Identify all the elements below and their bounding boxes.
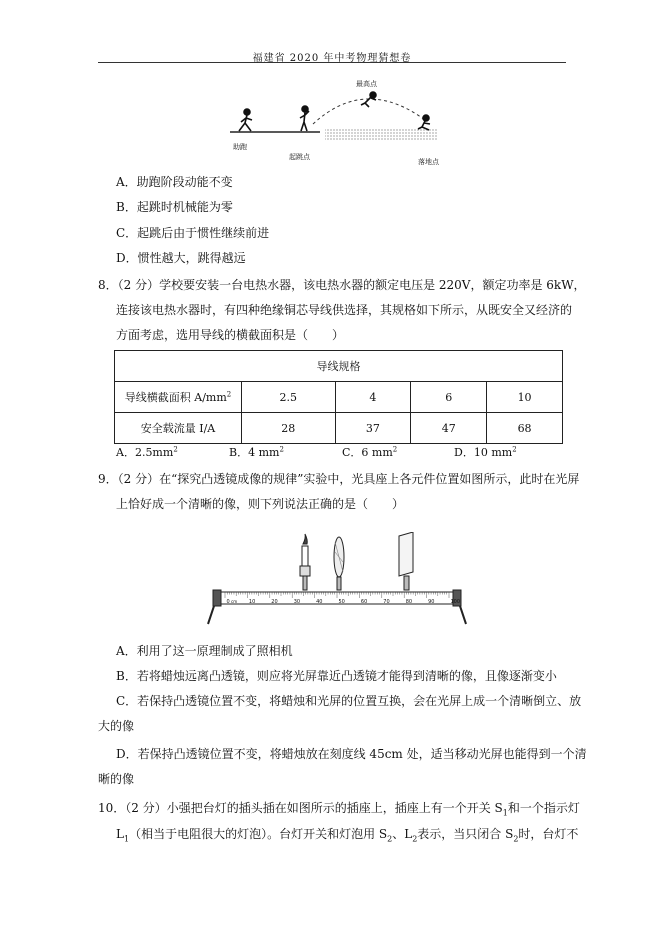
bench-tick-label: 20 (271, 599, 278, 605)
page-header: 福建省 2020 年中考物理猜想卷 (252, 53, 412, 64)
q9-option-c-cont: 大的像 (98, 719, 135, 733)
q9-option-c: C．若保持凸透镜位置不变，将蜡烛和光屏的位置互换，会在光屏上成一个清晰倒立、放 (116, 694, 582, 708)
q9-stem-1: 9．（2 分）在“探究凸透镜成像的规律”实验中，光具座上各元件位置如图所示，此时在光屏 (98, 472, 580, 486)
bench-unit-label: cm (231, 599, 238, 604)
q7-option-c: C．起跳后由于惯性继续前进 (116, 226, 270, 240)
label-takeoff: 起跳点 (289, 153, 310, 161)
optical-bench-figure (205, 532, 470, 632)
row1-cell: 6 (411, 382, 487, 413)
landing-figure (418, 115, 430, 130)
q8-stem-2: 连接该电热水器时，有四种绝缘铜芯导线供选择，其规格如下所示，从既安全又经济的 (116, 303, 573, 317)
q9-option-d-cont: 晰的像 (98, 772, 135, 786)
bench-tick-label: 90 (428, 599, 435, 605)
wire-spec-table (114, 350, 563, 444)
q10-stem-1: 10．（2 分）小强把台灯的插头插在如图所示的插座上，插座上有一个开关 $S_1$和一个指示灯 (98, 801, 580, 818)
takeoff-figure (300, 106, 309, 131)
header-rule (98, 62, 566, 63)
sand-pit (325, 128, 437, 140)
row2-label: 安全载流量 I/A (115, 413, 242, 444)
bench-tick-label: 80 (405, 599, 413, 605)
q8-answer-b: B．4 $mm^2$ (229, 445, 284, 459)
row1-label: 导线横截面积 $A/mm^2$ (115, 382, 242, 413)
bench-tick-label: 50 (338, 599, 345, 605)
q8-stem-1: 8．（2 分）学校要安装一台电热水器，该电热水器的额定电压是 220V，额定功率是 6kW， (98, 278, 586, 292)
q10-stem-2: $L_1$（相当于电阻很大的灯泡）。台灯开关和灯泡用 $S_2$、$L_2$表示，当只闭合 $S_2$时，台灯不 (116, 827, 579, 844)
q8-answer-a: A．$2.5mm^2$ (116, 445, 178, 459)
q8-answer-d: D．10 $mm^2$ (454, 445, 517, 459)
q7-option-a: A．助跑阶段动能不变 (116, 175, 233, 189)
bench-tick-label: 40 (316, 599, 323, 605)
bench-tick-label: 10 (248, 599, 256, 605)
row1-cell: 4 (335, 382, 411, 413)
bench-tick-label: 70 (383, 599, 390, 605)
label-highest: 最高点 (356, 80, 377, 88)
bench-tick-label: 30 (293, 599, 301, 605)
row2-cell: 37 (335, 413, 411, 444)
bench-tick-label: 60 (360, 599, 368, 605)
q8-answer-c: C．6 $mm^2$ (342, 445, 398, 459)
q8-stem-3: 方面考虑，选用导线的横截面积是（ ） (116, 328, 345, 342)
q9-option-b: B．若将蜡烛远离凸透镜，则应将光屏靠近凸透镜才能得到清晰的像，且像逐渐变小 (116, 669, 557, 683)
row2-cell: 47 (411, 413, 487, 444)
q7-option-b: B．起跳时机械能为零 (116, 200, 233, 214)
light-screen (399, 532, 413, 590)
q9-stem-2: 上恰好成一个清晰的像，则下列说法正确的是（ ） (116, 497, 405, 511)
row2-cell: 28 (242, 413, 336, 444)
label-run: 助跑 (233, 143, 247, 151)
trajectory-arc (313, 99, 425, 124)
bench-tick-label: 0 (226, 599, 230, 605)
convex-lens (334, 537, 344, 590)
bench-tick-label: 100 (450, 599, 461, 605)
runner-figure (239, 109, 252, 131)
row1-cell: 10 (487, 382, 563, 413)
row1-cell: 2.5 (242, 382, 336, 413)
label-landing: 落地点 (418, 158, 439, 166)
row2-cell: 68 (487, 413, 563, 444)
q7-option-d: D．惯性越大，跳得越远 (116, 251, 246, 265)
candle (300, 534, 310, 590)
q9-option-d: D．若保持凸透镜位置不变，将蜡烛放在刻度线 45cm 处，适当移动光屏也能得到一个清 (116, 747, 587, 761)
q9-option-a: A．利用了这一原理制成了照相机 (116, 644, 293, 658)
table-title: 导线规格 (115, 351, 563, 382)
